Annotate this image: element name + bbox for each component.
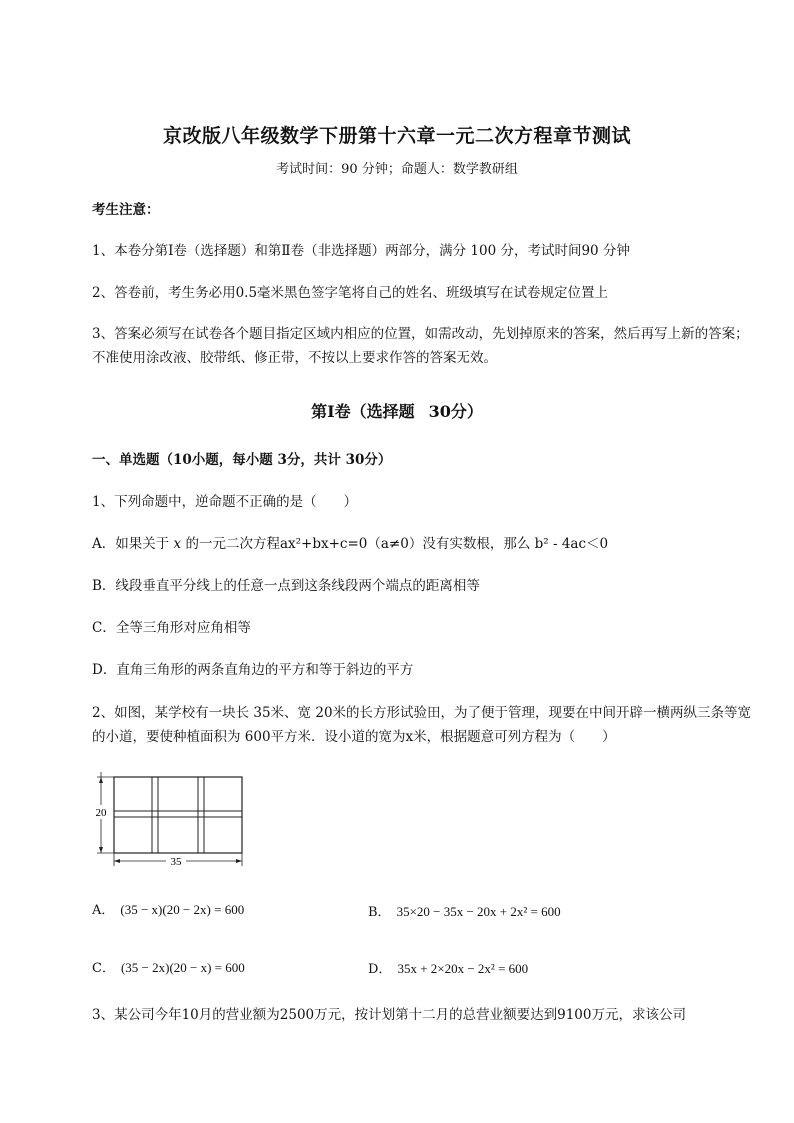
- option-label: B．: [368, 905, 391, 920]
- field-diagram: [92, 770, 252, 870]
- option-label: D．: [368, 962, 392, 977]
- section-title: [0, 399, 794, 422]
- option-expression: (35 − 2x)(20 − x) = 600: [120, 960, 245, 975]
- single-choice-heading: 一、单选题（10小题，每小题 3分，共计 30分）: [92, 452, 392, 468]
- notice-heading: 考生注意：: [92, 202, 160, 218]
- question-3-stem: 3、某公司今年10月的营业额为2500万元，按计划第十二月的总营业额要达到9100万元，求该公司: [92, 1007, 686, 1023]
- option-label: C．: [92, 961, 115, 976]
- option-expression: (35 − x)(20 − 2x) = 600: [120, 902, 245, 917]
- option-a-var: x: [173, 536, 182, 552]
- field-figure: [92, 770, 252, 874]
- exam-subtitle: 考试时间：90 分钟；命题人：数学教研组: [276, 162, 518, 177]
- question-2-option-d: [368, 958, 528, 977]
- option-expression: 35x + 2×20x − 2x² = 600: [397, 961, 529, 976]
- question-1-option-b: B．线段垂直平分线上的任意一点到这条线段两个端点的距离相等: [92, 578, 480, 594]
- question-1-stem: 1、下列命题中，逆命题不正确的是（ ）: [92, 494, 358, 510]
- figure-width-label: 35: [170, 856, 182, 868]
- option-expression: 35×20 − 35x − 20x + 2x² = 600: [396, 904, 561, 919]
- option-label: A．: [92, 903, 115, 918]
- question-2-stem: 2、如图，某学校有一块长 35米、宽 20米的长方形试验田，为了便于管理，现要在中间开辟一横两纵三条等宽的小道，要使种植面积为 600平方米．设小道的宽为x米，根据题意可列方程为（ ）: [92, 705, 752, 745]
- section-title-score: 30分）: [428, 402, 483, 421]
- option-a-equation: ax²+bx+c=0（a≠0）没有实数根，那么: [279, 536, 531, 552]
- notice-item-2: 2、答卷前，考生务必用0.5毫米黑色签字笔将自己的姓名、班级填写在试卷规定位置上: [92, 285, 609, 301]
- option-a-mid: 的一元二次方程: [185, 536, 280, 552]
- option-a-end: b² - 4ac＜0: [534, 536, 609, 552]
- question-1-option-a: [92, 534, 752, 554]
- question-2-option-b: [368, 901, 561, 920]
- option-a-prefix: A．如果关于: [92, 536, 170, 552]
- question-1-option-c: C．全等三角形对应角相等: [92, 620, 251, 636]
- notice-item-1: 1、本卷分第Ⅰ卷（选择题）和第Ⅱ卷（非选择题）两部分，满分 100 分，考试时间90 分钟: [92, 243, 630, 259]
- notice-item-3: 3、答案必须写在试卷各个题目指定区域内相应的位置，如需改动，先划掉原来的答案，然后再写上新的答案；不准使用涂改液、胶带纸、修正带，不按以上要求作答的答案无效。: [92, 326, 749, 366]
- section-title-main: 第Ⅰ卷（选择题: [311, 402, 415, 421]
- page-title: 京改版八年级数学下册第十六章一元二次方程章节测试: [162, 125, 631, 147]
- question-2-option-a: [92, 899, 244, 918]
- figure-height-label: 20: [95, 807, 107, 819]
- question-1-option-d: D．直角三角形的两条直角边的平方和等于斜边的平方: [92, 662, 414, 678]
- question-2-option-c: [92, 957, 245, 976]
